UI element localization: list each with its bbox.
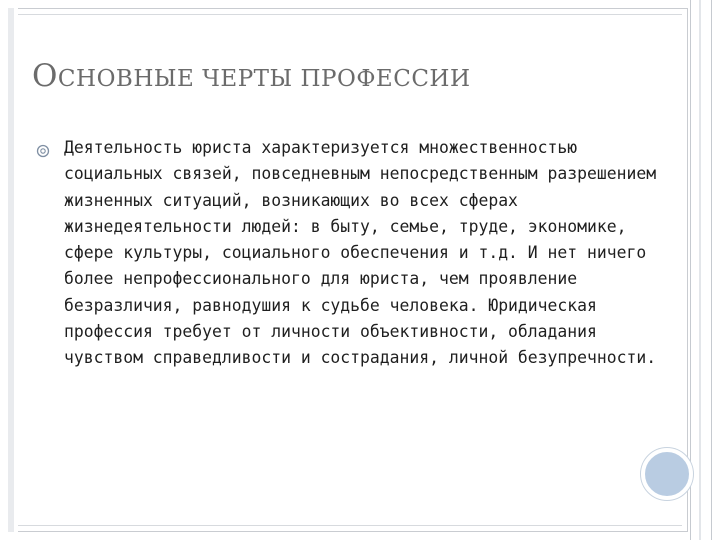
- left-frame-bar: [8, 8, 14, 532]
- title-rest: СНОВНЫЕ ЧЕРТЫ ПРОФЕССИИ: [57, 66, 471, 92]
- right-decorative-bar: [690, 0, 712, 540]
- decorative-circle: [641, 448, 693, 500]
- slide-body-text: Деятельность юриста характеризуется множественностью социальных связей, повседневным непосредственным разрешением жизненных ситуаций, возникающих во всех сферах жизнедеятельности людей: в быту, семье, труде, экономике, сфере культуры, социального обеспечения и т.д. И нет ничего более непрофессионального для юриста, чем проявление безразличия, равнодушия к судьбе человека. Юридическая профессия требует от личности объективности, обладания чувством справедливости и сострадания, личной безупречности.: [64, 138, 657, 368]
- slide-title: [32, 58, 672, 94]
- title-first-letter: О: [32, 58, 58, 94]
- circle-bullet-icon: [36, 144, 50, 158]
